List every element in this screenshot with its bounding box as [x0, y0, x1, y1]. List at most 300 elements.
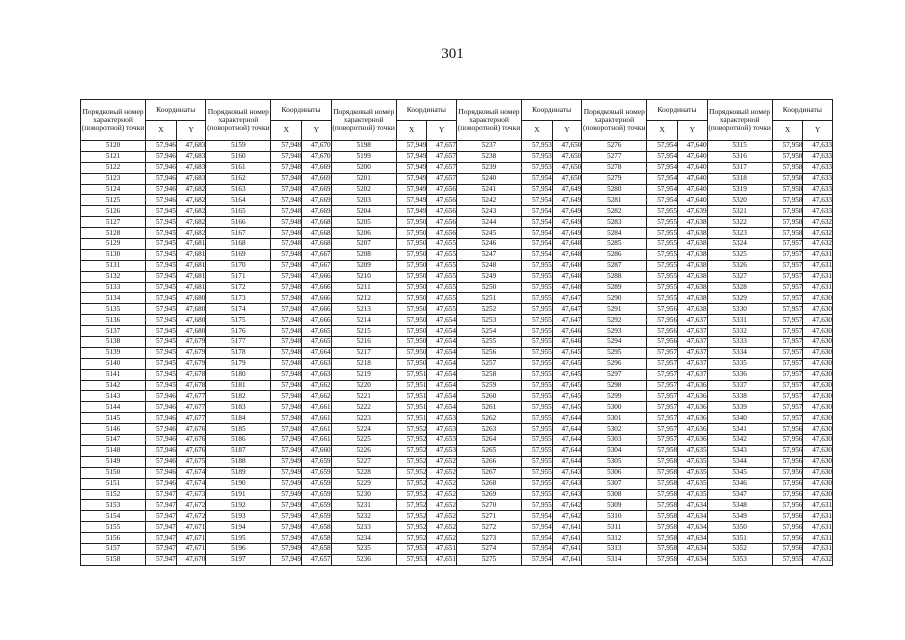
point-number-cell: 5254 — [456, 326, 521, 337]
y-coordinate-cell: 47,654 — [427, 315, 457, 326]
x-coordinate-cell: 57,955 — [522, 369, 553, 380]
table-row — [81, 249, 833, 260]
y-coordinate-cell: 47,669 — [302, 173, 332, 184]
point-number-cell: 5307 — [582, 478, 647, 489]
x-coordinate-cell: 57,952 — [396, 511, 427, 522]
point-number-cell: 5198 — [331, 141, 396, 152]
point-number-cell: 5327 — [707, 271, 772, 282]
x-coordinate-cell: 57,955 — [522, 260, 553, 271]
point-number-cell: 5209 — [331, 260, 396, 271]
y-coordinate-cell: 47,641 — [552, 533, 582, 544]
y-coordinate-cell: 47,668 — [302, 228, 332, 239]
x-coordinate-cell: 57,955 — [522, 326, 553, 337]
y-coordinate-cell: 47,638 — [678, 304, 708, 315]
y-coordinate-cell: 47,630 — [803, 478, 833, 489]
y-coordinate-cell: 47,636 — [678, 380, 708, 391]
point-number-cell: 5304 — [582, 445, 647, 456]
x-coordinate-cell: 57,957 — [772, 239, 803, 250]
y-coordinate-cell: 47,668 — [302, 239, 332, 250]
y-coordinate-cell: 47,679 — [176, 337, 206, 348]
point-number-cell: 5233 — [331, 522, 396, 533]
x-coordinate-cell: 57,957 — [772, 369, 803, 380]
point-number-cell: 5286 — [582, 249, 647, 260]
y-coordinate-cell: 47,654 — [427, 380, 457, 391]
x-coordinate-cell: 57,946 — [146, 184, 177, 195]
point-number-cell: 5282 — [582, 206, 647, 217]
point-number-cell: 5187 — [206, 445, 271, 456]
x-coordinate-cell: 57,954 — [647, 151, 678, 162]
point-number-cell: 5345 — [707, 467, 772, 478]
x-coordinate-cell: 57,956 — [647, 315, 678, 326]
y-coordinate-cell: 47,654 — [427, 391, 457, 402]
table-row — [81, 533, 833, 544]
y-coordinate-cell: 47,649 — [552, 217, 582, 228]
y-coordinate-cell: 47,666 — [302, 304, 332, 315]
point-number-cell: 5214 — [331, 315, 396, 326]
point-number-cell: 5270 — [456, 500, 521, 511]
y-coordinate-cell: 47,630 — [803, 391, 833, 402]
x-coordinate-cell: 57,958 — [647, 478, 678, 489]
x-coordinate-cell: 57,956 — [772, 522, 803, 533]
y-coordinate-cell: 47,637 — [678, 358, 708, 369]
point-number-cell: 5252 — [456, 304, 521, 315]
y-coordinate-cell: 47,655 — [427, 293, 457, 304]
x-coordinate-cell: 57,952 — [396, 435, 427, 446]
point-number-cell: 5223 — [331, 413, 396, 424]
y-coordinate-cell: 47,681 — [176, 271, 206, 282]
x-coordinate-cell: 57,955 — [522, 380, 553, 391]
point-number-cell: 5200 — [331, 162, 396, 173]
x-coordinate-cell: 57,950 — [396, 326, 427, 337]
point-number-cell: 5174 — [206, 304, 271, 315]
y-coordinate-cell: 47,640 — [678, 151, 708, 162]
point-number-cell: 5208 — [331, 249, 396, 260]
point-number-cell: 5152 — [81, 489, 146, 500]
y-coordinate-cell: 47,637 — [678, 315, 708, 326]
y-coordinate-cell: 47,648 — [552, 249, 582, 260]
y-coordinate-cell: 47,659 — [302, 489, 332, 500]
x-coordinate-cell: 57,956 — [772, 533, 803, 544]
y-coordinate-cell: 47,652 — [427, 500, 457, 511]
point-number-cell: 5279 — [582, 173, 647, 184]
x-coordinate-cell: 57,950 — [396, 304, 427, 315]
x-coordinate-cell: 57,957 — [647, 358, 678, 369]
y-coordinate-cell: 47,656 — [427, 195, 457, 206]
x-coordinate-cell: 57,948 — [271, 249, 302, 260]
table-row — [81, 162, 833, 173]
x-coordinate-cell: 57,945 — [146, 380, 177, 391]
point-number-cell: 5222 — [331, 402, 396, 413]
y-coordinate-cell: 47,660 — [302, 445, 332, 456]
y-coordinate-cell: 47,640 — [678, 184, 708, 195]
y-coordinate-cell: 47,641 — [552, 554, 582, 565]
y-coordinate-cell: 47,656 — [427, 217, 457, 228]
point-number-cell: 5333 — [707, 337, 772, 348]
point-number-cell: 5206 — [331, 228, 396, 239]
x-coordinate-cell: 57,947 — [146, 543, 177, 554]
x-coordinate-cell: 57,956 — [772, 478, 803, 489]
point-number-cell: 5121 — [81, 151, 146, 162]
y-coordinate-cell: 47,653 — [427, 435, 457, 446]
x-coordinate-cell: 57,948 — [271, 151, 302, 162]
y-coordinate-cell: 47,648 — [552, 260, 582, 271]
y-coordinate-cell: 47,683 — [176, 151, 206, 162]
point-number-cell: 5321 — [707, 206, 772, 217]
x-coordinate-cell: 57,958 — [647, 500, 678, 511]
y-coordinate-cell: 47,683 — [176, 162, 206, 173]
x-coordinate-cell: 57,952 — [396, 478, 427, 489]
y-coordinate-cell: 47,652 — [427, 456, 457, 467]
point-number-cell: 5320 — [707, 195, 772, 206]
x-coordinate-cell: 57,957 — [647, 380, 678, 391]
y-coordinate-cell: 47,663 — [302, 358, 332, 369]
point-number-cell: 5265 — [456, 445, 521, 456]
point-number-cell: 5343 — [707, 445, 772, 456]
x-coordinate-cell: 57,948 — [271, 282, 302, 293]
y-coordinate-cell: 47,652 — [427, 522, 457, 533]
table-row — [81, 467, 833, 478]
point-number-cell: 5334 — [707, 347, 772, 358]
point-number-cell: 5310 — [582, 511, 647, 522]
y-coordinate-cell: 47,654 — [427, 326, 457, 337]
x-coordinate-cell: 57,949 — [271, 435, 302, 446]
point-number-cell: 5178 — [206, 347, 271, 358]
y-coordinate-cell: 47,634 — [678, 500, 708, 511]
y-coordinate-cell: 47,637 — [678, 347, 708, 358]
y-coordinate-cell: 47,675 — [176, 456, 206, 467]
coordinates-header: Координаты — [396, 100, 456, 121]
y-coordinate-cell: 47,665 — [302, 337, 332, 348]
x-coordinate-cell: 57,955 — [522, 402, 553, 413]
point-number-cell: 5312 — [582, 533, 647, 544]
x-coordinate-cell: 57,955 — [647, 260, 678, 271]
y-coordinate-cell: 47,656 — [427, 206, 457, 217]
x-coordinate-cell: 57,950 — [396, 228, 427, 239]
x-coordinate-cell: 57,957 — [772, 271, 803, 282]
y-coordinate-cell: 47,680 — [176, 304, 206, 315]
table-row — [81, 304, 833, 315]
x-coordinate-cell: 57,949 — [396, 162, 427, 173]
y-coordinate-cell: 47,638 — [678, 260, 708, 271]
point-number-cell: 5199 — [331, 151, 396, 162]
y-coordinate-cell: 47,665 — [302, 326, 332, 337]
point-number-cell: 5284 — [582, 228, 647, 239]
x-coordinate-cell: 57,947 — [146, 522, 177, 533]
y-coordinate-cell: 47,645 — [552, 391, 582, 402]
point-number-cell: 5160 — [206, 151, 271, 162]
point-number-cell: 5210 — [331, 271, 396, 282]
x-coordinate-cell: 57,949 — [271, 533, 302, 544]
y-coordinate-cell: 47,667 — [302, 249, 332, 260]
x-coordinate-cell: 57,952 — [396, 522, 427, 533]
y-coordinate-cell: 47,655 — [427, 304, 457, 315]
point-number-cell: 5262 — [456, 413, 521, 424]
point-number-cell: 5289 — [582, 282, 647, 293]
y-coordinate-cell: 47,644 — [552, 424, 582, 435]
y-coordinate-cell: 47,630 — [803, 293, 833, 304]
y-coordinate-cell: 47,640 — [678, 195, 708, 206]
x-coordinate-cell: 57,945 — [146, 260, 177, 271]
point-number-header: Порядковый номер характерной (поворотной) точки — [81, 100, 146, 141]
point-number-cell: 5293 — [582, 326, 647, 337]
point-number-cell: 5182 — [206, 391, 271, 402]
x-coordinate-cell: 57,945 — [146, 369, 177, 380]
y-coordinate-cell: 47,645 — [552, 369, 582, 380]
point-number-cell: 5153 — [81, 500, 146, 511]
x-header: X — [772, 120, 803, 141]
x-coordinate-cell: 57,949 — [271, 456, 302, 467]
point-number-cell: 5315 — [707, 141, 772, 152]
y-coordinate-cell: 47,657 — [302, 554, 332, 565]
point-number-cell: 5297 — [582, 369, 647, 380]
x-coordinate-cell: 57,954 — [522, 543, 553, 554]
point-number-cell: 5288 — [582, 271, 647, 282]
point-number-cell: 5305 — [582, 456, 647, 467]
x-coordinate-cell: 57,954 — [647, 141, 678, 152]
x-coordinate-cell: 57,955 — [647, 228, 678, 239]
y-coordinate-cell: 47,637 — [678, 326, 708, 337]
point-number-cell: 5150 — [81, 467, 146, 478]
point-number-cell: 5196 — [206, 543, 271, 554]
x-coordinate-cell: 57,954 — [522, 511, 553, 522]
x-header: X — [396, 120, 427, 141]
x-coordinate-cell: 57,956 — [647, 304, 678, 315]
x-coordinate-cell: 57,945 — [146, 249, 177, 260]
point-number-cell: 5184 — [206, 413, 271, 424]
y-coordinate-cell: 47,630 — [803, 369, 833, 380]
x-coordinate-cell: 57,957 — [772, 358, 803, 369]
x-coordinate-cell: 57,958 — [647, 511, 678, 522]
point-number-cell: 5134 — [81, 293, 146, 304]
y-coordinate-cell: 47,682 — [176, 228, 206, 239]
x-coordinate-cell: 57,957 — [647, 391, 678, 402]
x-coordinate-cell: 57,952 — [396, 445, 427, 456]
x-coordinate-cell: 57,948 — [271, 293, 302, 304]
point-number-cell: 5161 — [206, 162, 271, 173]
y-coordinate-cell: 47,671 — [176, 522, 206, 533]
y-coordinate-cell: 47,638 — [678, 217, 708, 228]
y-coordinate-cell: 47,643 — [552, 478, 582, 489]
y-coordinate-cell: 47,653 — [427, 445, 457, 456]
x-coordinate-cell: 57,957 — [647, 413, 678, 424]
x-coordinate-cell: 57,952 — [396, 424, 427, 435]
y-coordinate-cell: 47,653 — [427, 413, 457, 424]
x-coordinate-cell: 57,951 — [396, 391, 427, 402]
point-number-cell: 5257 — [456, 358, 521, 369]
x-coordinate-cell: 57,945 — [146, 315, 177, 326]
y-coordinate-cell: 47,657 — [427, 141, 457, 152]
point-number-cell: 5143 — [81, 391, 146, 402]
coordinates-table — [80, 99, 833, 566]
point-number-cell: 5240 — [456, 173, 521, 184]
point-number-cell: 5230 — [331, 489, 396, 500]
x-coordinate-cell: 57,955 — [522, 282, 553, 293]
x-coordinate-cell: 57,955 — [522, 445, 553, 456]
table-row — [81, 391, 833, 402]
y-coordinate-cell: 47,630 — [803, 456, 833, 467]
y-coordinate-cell: 47,658 — [302, 543, 332, 554]
point-number-cell: 5127 — [81, 217, 146, 228]
y-coordinate-cell: 47,683 — [176, 173, 206, 184]
y-coordinate-cell: 47,680 — [176, 315, 206, 326]
point-number-cell: 5329 — [707, 293, 772, 304]
point-number-cell: 5323 — [707, 228, 772, 239]
point-number-cell: 5350 — [707, 522, 772, 533]
y-coordinate-cell: 47,652 — [427, 489, 457, 500]
point-number-cell: 5175 — [206, 315, 271, 326]
y-coordinate-cell: 47,631 — [803, 249, 833, 260]
x-coordinate-cell: 57,948 — [271, 173, 302, 184]
y-coordinate-cell: 47,667 — [302, 260, 332, 271]
point-number-cell: 5186 — [206, 435, 271, 446]
point-number-header: Порядковый номер характерной (поворотной) точки — [707, 100, 772, 141]
point-number-cell: 5231 — [331, 500, 396, 511]
point-number-cell: 5300 — [582, 402, 647, 413]
y-coordinate-cell: 47,673 — [176, 489, 206, 500]
point-number-cell: 5220 — [331, 380, 396, 391]
y-coordinate-cell: 47,630 — [803, 337, 833, 348]
y-coordinate-cell: 47,677 — [176, 391, 206, 402]
point-number-cell: 5146 — [81, 424, 146, 435]
x-coordinate-cell: 57,953 — [522, 141, 553, 152]
x-header: X — [647, 120, 678, 141]
y-coordinate-cell: 47,630 — [803, 358, 833, 369]
table-row — [81, 424, 833, 435]
x-coordinate-cell: 57,957 — [772, 282, 803, 293]
y-header: Y — [803, 120, 833, 141]
point-number-cell: 5141 — [81, 369, 146, 380]
x-coordinate-cell: 57,948 — [271, 380, 302, 391]
x-coordinate-cell: 57,955 — [647, 293, 678, 304]
x-coordinate-cell: 57,955 — [522, 347, 553, 358]
x-coordinate-cell: 57,954 — [522, 184, 553, 195]
x-coordinate-cell: 57,954 — [647, 195, 678, 206]
y-coordinate-cell: 47,670 — [176, 554, 206, 565]
y-coordinate-cell: 47,648 — [552, 271, 582, 282]
x-coordinate-cell: 57,958 — [647, 467, 678, 478]
point-number-cell: 5122 — [81, 162, 146, 173]
y-coordinate-cell: 47,659 — [302, 467, 332, 478]
y-coordinate-cell: 47,659 — [302, 478, 332, 489]
x-coordinate-cell: 57,948 — [271, 239, 302, 250]
table-row — [81, 478, 833, 489]
x-coordinate-cell: 57,958 — [647, 445, 678, 456]
point-number-cell: 5204 — [331, 206, 396, 217]
y-coordinate-cell: 47,630 — [803, 424, 833, 435]
table-row — [81, 217, 833, 228]
point-number-cell: 5154 — [81, 511, 146, 522]
y-coordinate-cell: 47,632 — [803, 228, 833, 239]
table-body — [81, 141, 833, 566]
x-coordinate-cell: 57,955 — [522, 304, 553, 315]
x-coordinate-cell: 57,946 — [146, 456, 177, 467]
table-row — [81, 260, 833, 271]
point-number-cell: 5128 — [81, 228, 146, 239]
x-coordinate-cell: 57,956 — [647, 337, 678, 348]
table-row — [81, 206, 833, 217]
x-coordinate-cell: 57,946 — [146, 424, 177, 435]
coordinates-header: Координаты — [146, 100, 206, 121]
point-number-cell: 5157 — [81, 543, 146, 554]
point-number-cell: 5239 — [456, 162, 521, 173]
y-coordinate-cell: 47,683 — [176, 141, 206, 152]
point-number-cell: 5123 — [81, 173, 146, 184]
point-number-cell: 5180 — [206, 369, 271, 380]
y-coordinate-cell: 47,671 — [176, 533, 206, 544]
table-row — [81, 151, 833, 162]
y-coordinate-cell: 47,654 — [427, 402, 457, 413]
y-coordinate-cell: 47,635 — [678, 478, 708, 489]
x-coordinate-cell: 57,950 — [396, 347, 427, 358]
point-number-cell: 5341 — [707, 424, 772, 435]
point-number-cell: 5194 — [206, 522, 271, 533]
y-coordinate-cell: 47,633 — [803, 151, 833, 162]
y-coordinate-cell: 47,648 — [552, 282, 582, 293]
y-coordinate-cell: 47,663 — [302, 369, 332, 380]
x-coordinate-cell: 57,948 — [271, 413, 302, 424]
point-number-cell: 5226 — [331, 445, 396, 456]
y-coordinate-cell: 47,651 — [427, 543, 457, 554]
point-number-cell: 5347 — [707, 489, 772, 500]
y-coordinate-cell: 47,639 — [678, 206, 708, 217]
point-number-cell: 5130 — [81, 249, 146, 260]
point-number-cell: 5179 — [206, 358, 271, 369]
x-coordinate-cell: 57,949 — [271, 478, 302, 489]
x-coordinate-cell: 57,955 — [522, 391, 553, 402]
point-number-cell: 5137 — [81, 326, 146, 337]
table-row — [81, 489, 833, 500]
x-coordinate-cell: 57,952 — [396, 456, 427, 467]
point-number-cell: 5213 — [331, 304, 396, 315]
y-coordinate-cell: 47,632 — [803, 239, 833, 250]
point-number-cell: 5212 — [331, 293, 396, 304]
point-number-cell: 5353 — [707, 554, 772, 565]
point-number-cell: 5168 — [206, 239, 271, 250]
y-coordinate-cell: 47,681 — [176, 260, 206, 271]
point-number-cell: 5303 — [582, 435, 647, 446]
x-coordinate-cell: 57,947 — [146, 554, 177, 565]
point-number-cell: 5339 — [707, 402, 772, 413]
point-number-cell: 5330 — [707, 304, 772, 315]
y-coordinate-cell: 47,661 — [302, 435, 332, 446]
point-number-cell: 5176 — [206, 326, 271, 337]
y-coordinate-cell: 47,638 — [678, 282, 708, 293]
table-row — [81, 282, 833, 293]
y-coordinate-cell: 47,650 — [552, 141, 582, 152]
x-coordinate-cell: 57,949 — [396, 206, 427, 217]
y-coordinate-cell: 47,642 — [552, 511, 582, 522]
x-coordinate-cell: 57,954 — [522, 206, 553, 217]
x-coordinate-cell: 57,949 — [271, 467, 302, 478]
point-number-cell: 5158 — [81, 554, 146, 565]
point-number-cell: 5342 — [707, 435, 772, 446]
point-number-cell: 5259 — [456, 380, 521, 391]
y-coordinate-cell: 47,640 — [678, 173, 708, 184]
x-coordinate-cell: 57,958 — [647, 456, 678, 467]
point-number-cell: 5241 — [456, 184, 521, 195]
table-row — [81, 554, 833, 565]
point-number-cell: 5276 — [582, 141, 647, 152]
x-coordinate-cell: 57,953 — [522, 151, 553, 162]
point-number-header: Порядковый номер характерной (поворотной) точки — [206, 100, 271, 141]
point-number-cell: 5266 — [456, 456, 521, 467]
point-number-cell: 5183 — [206, 402, 271, 413]
x-coordinate-cell: 57,945 — [146, 293, 177, 304]
x-coordinate-cell: 57,947 — [146, 500, 177, 511]
y-coordinate-cell: 47,644 — [552, 413, 582, 424]
table-row — [81, 271, 833, 282]
y-coordinate-cell: 47,641 — [552, 522, 582, 533]
